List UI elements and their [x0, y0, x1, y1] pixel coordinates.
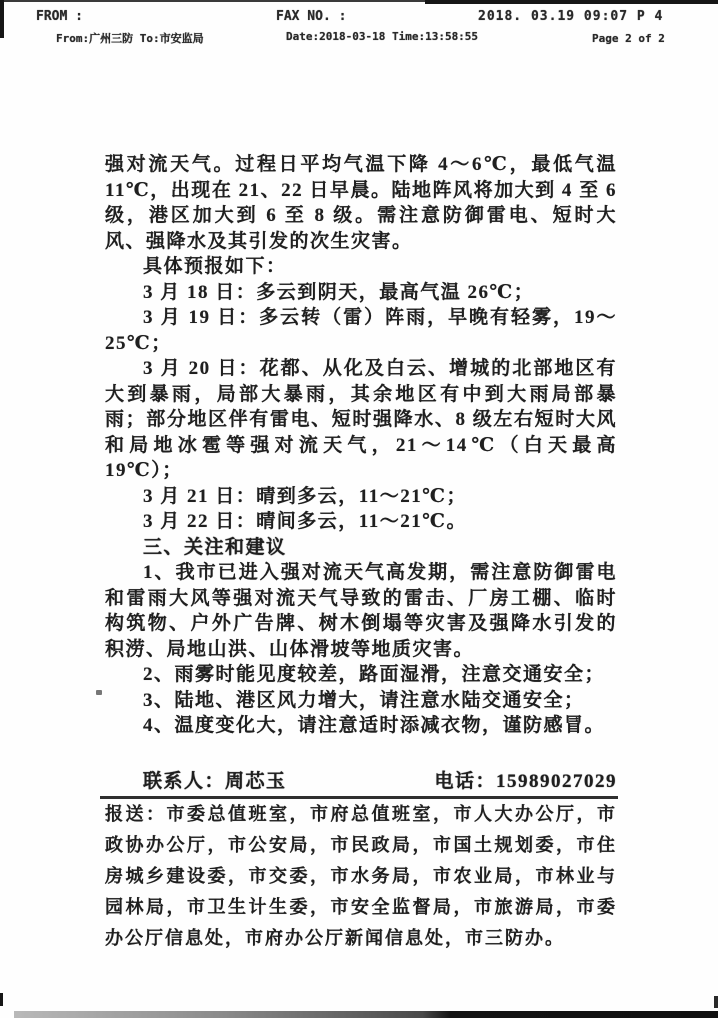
- fax-from-label: FROM :: [36, 9, 83, 24]
- intro-paragraph: 强对流天气。过程日平均气温下降 4～6℃，最低气温 11℃，出现在 21、22 日早晨。陆地阵风将加大到 4 至 6 级，港区加大到 6 至 8 级。需注意防御雷电、短时大风、强降水及其引发的次生灾害。: [105, 154, 617, 252]
- forecast-item-mar22: 3 月 22 日：晴间多云，11～21℃。: [143, 511, 467, 532]
- fax-transmission-header: [0, 0, 718, 60]
- forecast-item-mar20: 3 月 20 日：花都、从化及白云、增城的北部地区有大到暴雨，局部大暴雨，其余地区有中到大雨局部暴雨；部分地区伴有雷电、短时强降水、8 级左右短时大风和局地冰雹等强对流天气，21～14℃（白天最高 19℃）；: [105, 358, 617, 481]
- contact-row: [105, 769, 617, 795]
- suggestion-item-2: 2、雨雾时能见度较差，路面湿滑，注意交通安全；: [143, 664, 606, 685]
- suggestion-item-1: 1、我市已进入强对流天气高发期，需注意防御雷电和雷雨大风等强对流天气导致的雷击、厂房工棚、临时构筑物、户外广告牌、树木倒塌等灾害及强降水引发的积涝、局地山洪、山体滑坡等地质灾害。: [105, 562, 617, 660]
- fax-date-time: Date:2018-03-18 Time:13:58:55: [286, 30, 479, 43]
- scan-artifact-top-left-mark: [0, 0, 4, 38]
- fax-page-indicator: Page 2 of 2: [592, 32, 665, 45]
- distribution-paragraph: 报送：市委总值班室，市府总值班室，市人大办公厅，市政协办公厅，市公安局，市民政局，市国土规划委，市住房城乡建设委，市交委，市水务局，市农业局，市林业与园林局，市卫生计生委，市安全监督局，市旅游局，市委办公厅信息处，市府办公厅新闻信息处，市三防办。: [105, 804, 617, 948]
- contact-person: 联系人：周芯玉: [143, 770, 287, 792]
- scan-artifact-right-edge-mark: [714, 996, 718, 1008]
- forecast-item-mar21: 3 月 21 日：晴到多云，11～21℃；: [143, 485, 467, 507]
- forecast-item-mar19: 3 月 19 日：多云转（雷）阵雨，早晚有轻雾，19～25℃；: [105, 307, 617, 354]
- fax-timestamp: 2018. 03.19 09:07 P 4: [478, 9, 664, 24]
- suggestion-item-3: 3、陆地、港区风力增大，请注意水陆交通安全；: [143, 689, 585, 711]
- scan-artifact-bottom-bar: [14, 1011, 718, 1018]
- scan-artifact-noise-speck: [96, 690, 102, 695]
- fax-number-label: FAX NO. :: [276, 9, 347, 24]
- suggestion-item-4: 4、温度变化大，请注意适时添减衣物，谨防感冒。: [143, 715, 606, 736]
- forecast-item-mar18: 3 月 18 日：多云到阴天，最高气温 26℃；: [143, 281, 535, 303]
- fax-sender-recipient: From:广州三防 To:市安监局: [56, 32, 204, 45]
- forecast-heading: 具体预报如下：: [143, 256, 287, 277]
- document-body: [105, 152, 617, 954]
- scan-artifact-bottom-left-mark: [0, 993, 3, 1006]
- contact-phone: 电话：15989027029: [434, 770, 617, 792]
- section-heading-suggestions: 三、关注和建议: [143, 536, 287, 558]
- scan-artifact-top-right-bar: [425, 0, 718, 4]
